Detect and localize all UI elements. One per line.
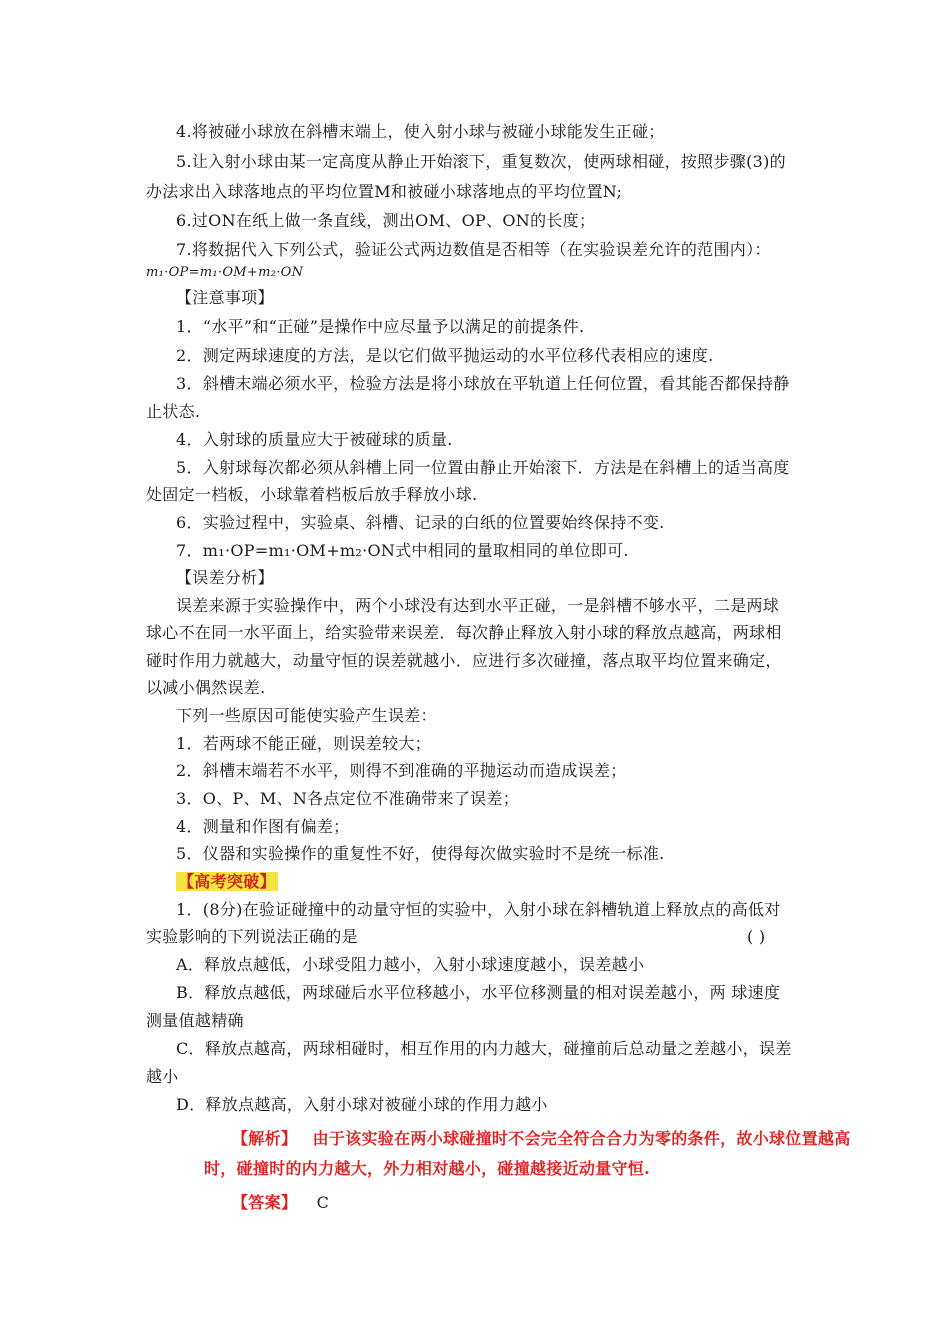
analysis-text-1: 由于该实验在两小球碰撞时不会完全符合合力为零的条件，故小球位置越高 (312, 1129, 851, 1148)
note-2: 2．测定两球速度的方法，是以它们做平抛运动的水平位移代表相应的速度. (176, 346, 714, 365)
note-5-line1: 5．入射球每次都必须从斜槽上同一位置由静止开始滚下．方法是在斜槽上的适当高度 (176, 458, 790, 477)
option-a: A．释放点越低，小球受阻力越小，入射小球速度越小，误差越小 (176, 955, 645, 974)
error-para-line1: 误差来源于实验操作中，两个小球没有达到水平正碰，一是斜槽不够水平，二是两球 (176, 596, 780, 615)
error-item-2: 2．斜槽末端若不水平，则得不到准确的平抛运动而造成误差； (176, 761, 627, 780)
error-para-line2: 球心不在同一水平面上，给实验带来误差．每次静止释放入射小球的释放点越高，两球相 (146, 623, 782, 642)
formula: m₁·OP=m₁·OM+m₂·ON (146, 265, 304, 280)
error-item-5: 5．仪器和实验操作的重复性不好，使得每次做实验时不是统一标准. (176, 844, 665, 863)
exam-heading-row (176, 871, 278, 893)
analysis-line1 (232, 1128, 851, 1150)
note-7: 7．m₁·OP=m₁·OM+m₂·ON式中相同的量取相同的单位即可. (176, 541, 629, 560)
error-para-line3: 碰时作用力就越大，动量守恒的误差就越小．应进行多次碰撞，落点取平均位置来确定， (146, 651, 782, 670)
option-c-line2: 越小 (146, 1067, 179, 1086)
option-d: D．释放点越高，入射小球对被碰小球的作用力越小 (176, 1095, 548, 1114)
answer-row (232, 1192, 329, 1214)
note-3-line1: 3．斜槽末端必须水平，检验方法是将小球放在平轨道上任何位置，看其能否都保持静 (176, 374, 790, 393)
step-5-line2: 办法求出入球落地点的平均位置M和被碰小球落地点的平均位置N; (146, 182, 623, 201)
option-b-line1: B．释放点越低，两球碰后水平位移越小，水平位移测量的相对误差越小，两 球速度 (176, 983, 781, 1002)
analysis-label: 【解析】 (232, 1129, 298, 1148)
step-4: 4.将被碰小球放在斜槽末端上，使入射小球与被碰小球能发生正碰； (176, 122, 665, 141)
answer-value: C (316, 1193, 330, 1212)
note-6: 6．实验过程中，实验桌、斜槽、记录的白纸的位置要始终保持不变. (176, 513, 665, 532)
answer-parentheses: ( ) (747, 927, 766, 946)
note-5-line2: 处固定一档板，小球靠着档板后放手释放小球. (146, 485, 478, 504)
step-6: 6.过ON在纸上做一条直线，测出OM、OP、ON的长度； (176, 211, 596, 230)
note-3-line2: 止状态. (146, 402, 201, 421)
note-1: 1．“水平”和“正碰”是操作中应尽量予以满足的前提条件. (176, 317, 585, 336)
error-intro: 下列一些原因可能使实验产生误差： (176, 706, 437, 725)
error-item-4: 4．测量和作图有偏差； (176, 817, 350, 836)
error-item-3: 3．O、P、M、N各点定位不准确带来了误差； (176, 789, 520, 808)
error-para-line4: 以减小偶然误差. (146, 678, 266, 697)
question-line1: 1．(8分)在验证碰撞中的动量守恒的实验中，入射小球在斜槽轨道上释放点的高低对 (176, 900, 781, 919)
answer-label: 【答案】 (232, 1193, 298, 1212)
step-5-line1: 5.让入射小球由某一定高度从静止开始滚下，重复数次，使两球相碰，按照步骤(3)的 (176, 152, 786, 171)
analysis-line2: 时，碰撞时的内力越大，外力相对越小，碰撞越接近动量守恒. (204, 1159, 650, 1178)
option-c-line1: C．释放点越高，两球相碰时，相互作用的内力越大，碰撞前后总动量之差越小，误差 (176, 1039, 792, 1058)
note-4: 4．入射球的质量应大于被碰球的质量. (176, 430, 453, 449)
error-heading: 【误差分析】 (176, 568, 274, 587)
option-b-line2: 测量值越精确 (146, 1011, 244, 1030)
step-7: 7.将数据代入下列公式，验证公式两边数值是否相等（在实验误差允许的范围内）： (176, 240, 771, 259)
error-item-1: 1．若两球不能正碰，则误差较大； (176, 734, 431, 753)
exam-heading: 【高考突破】 (178, 872, 276, 891)
question-line2: 实验影响的下列说法正确的是 (146, 927, 358, 946)
notes-heading: 【注意事项】 (176, 288, 274, 307)
